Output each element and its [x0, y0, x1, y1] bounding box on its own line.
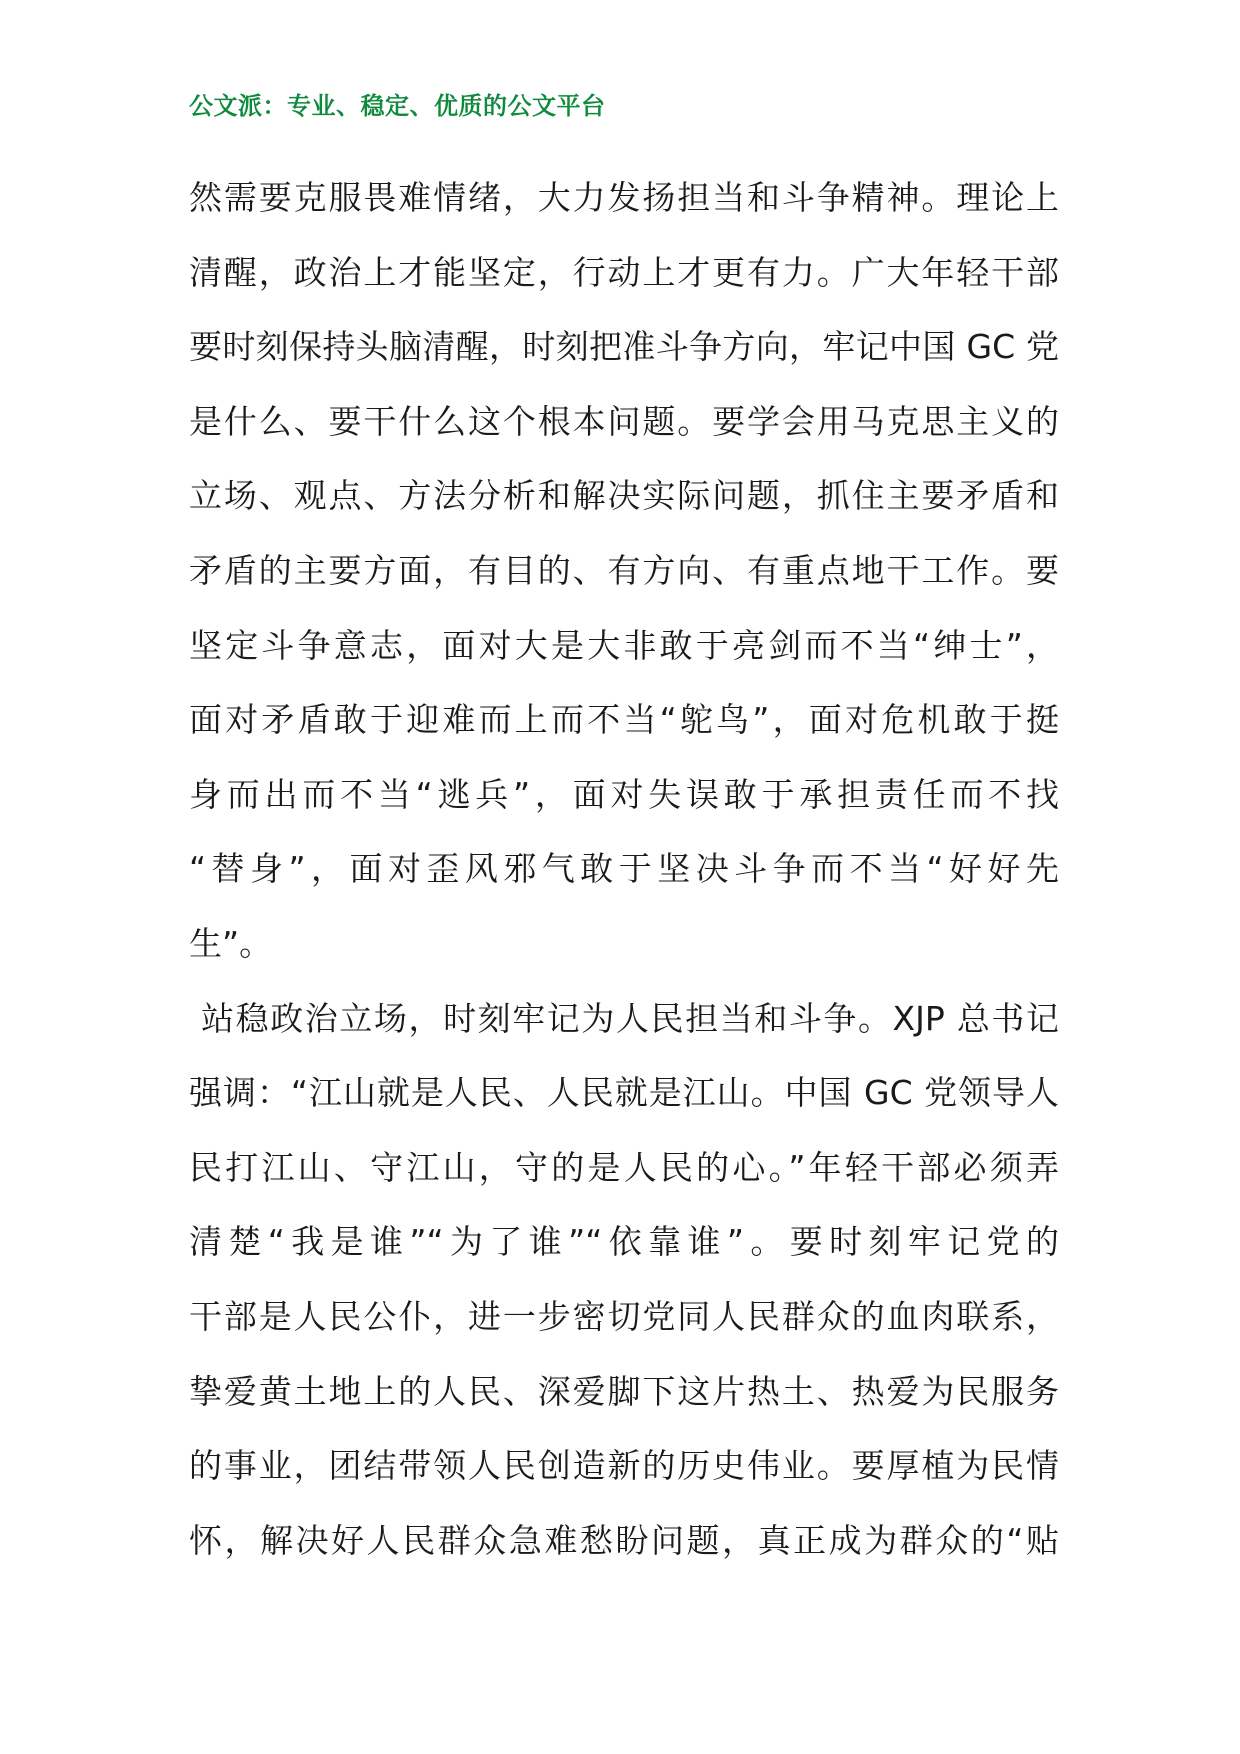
paragraph-2	[189, 991, 1059, 1588]
paragraph-line: “替身”，面对歪风邪气敢于坚决斗争而不当“好好先	[189, 849, 1059, 889]
paragraph-line: 面对矛盾敢于迎难而上而不当“鸵鸟”，面对危机敢于挺	[189, 700, 1059, 740]
paragraph-line: 清醒，政治上才能坚定，行动上才更有力。广大年轻干部	[189, 252, 1059, 292]
paragraph-line: 怀，解决好人民群众急难愁盼问题，真正成为群众的“贴	[189, 1520, 1059, 1560]
paragraph-line: 是什么、要干什么这个根本问题。要学会用马克思主义的	[189, 401, 1059, 441]
paragraph-line: 要时刻保持头脑清醒，时刻把准斗争方向，牢记中国 GC 党	[189, 327, 1059, 367]
paragraph-line: 身而出而不当“逃兵”，面对失误敢于承担责任而不找	[189, 774, 1059, 814]
paragraph-line: 矛盾的主要方面，有目的、有方向、有重点地干工作。要	[189, 550, 1059, 590]
paragraph-line: 挚爱黄土地上的人民、深爱脚下这片热土、热爱为民服务	[189, 1371, 1059, 1411]
paragraph-1	[189, 170, 1059, 991]
paragraph-line: 的事业，团结带领人民创造新的历史伟业。要厚植为民情	[189, 1446, 1059, 1486]
header-title: 公文派：专业、稳定、优质的公文平台	[189, 92, 606, 120]
paragraph-line: 清楚“我是谁”“为了谁”“依靠谁”。要时刻牢记党的	[189, 1222, 1059, 1262]
paragraph-line: 民打江山、守江山，守的是人民的心。”年轻干部必须弄	[189, 1147, 1059, 1187]
paragraph-line: 然需要克服畏难情绪，大力发扬担当和斗争精神。理论上	[189, 178, 1059, 217]
paragraph-line: 生”。	[189, 923, 273, 963]
paragraph-line: 干部是人民公仆，进一步密切党同人民群众的血肉联系，	[189, 1296, 1059, 1336]
paragraph-line: 站稳政治立场，时刻牢记为人民担当和斗争。XJP 总书记	[189, 998, 1059, 1038]
paragraph-line: 强调：“江山就是人民、人民就是江山。中国 GC 党领导人	[189, 1073, 1059, 1113]
paragraph-line: 立场、观点、方法分析和解决实际问题，抓住主要矛盾和	[189, 476, 1059, 516]
document-body	[189, 170, 1059, 1587]
paragraph-line: 坚定斗争意志，面对大是大非敢于亮剑而不当“绅士”，	[189, 625, 1059, 665]
